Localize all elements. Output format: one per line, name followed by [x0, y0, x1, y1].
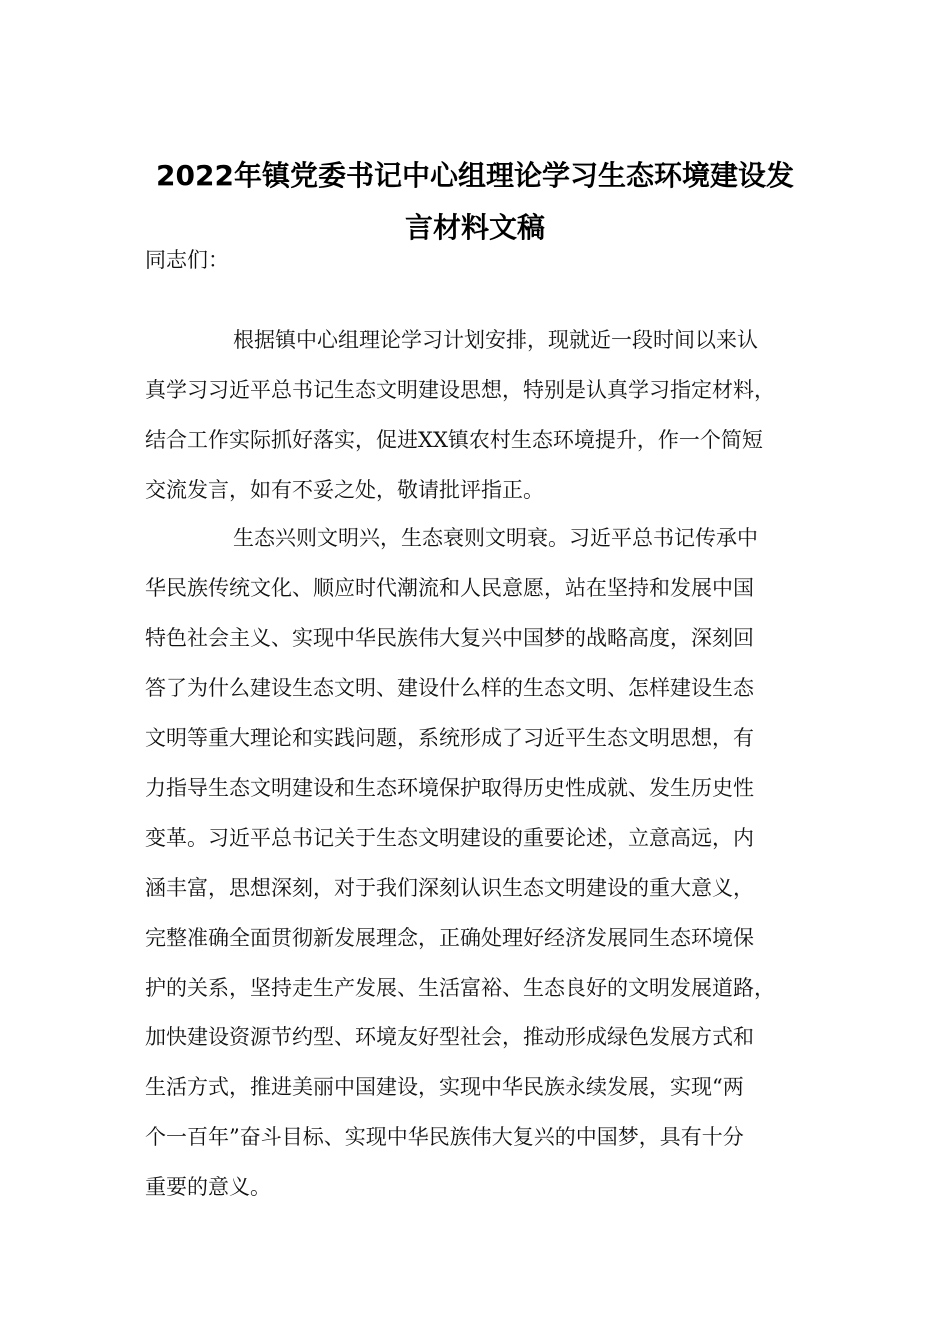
salutation: 同志们：: [145, 248, 229, 272]
paragraph-2-line: 个一百年”奋斗目标、实现中华民族伟大复兴的中国梦，具有十分: [145, 1125, 744, 1149]
paragraph-2-line: 护的关系，坚持走生产发展、生活富裕、生态良好的文明发展道路，: [145, 976, 775, 1000]
paragraph-2-line: 文明等重大理论和实践问题，系统形成了习近平生态文明思想，有: [145, 726, 754, 750]
paragraph-1-line: 交流发言，如有不妥之处，敬请批评指正。: [145, 478, 544, 502]
paragraph-1-line: 真学习习近平总书记生态文明建设思想，特别是认真学习指定材料，: [145, 378, 775, 402]
paragraph-2-line: 变革。习近平总书记关于生态文明建设的重要论述，立意高远，内: [145, 826, 754, 850]
document-title-line-1: 2022年镇党委书记中心组理论学习生态环境建设发: [156, 159, 794, 192]
paragraph-1-line: 根据镇中心组理论学习计划安排，现就近一段时间以来认: [233, 328, 758, 352]
paragraph-2-line: 华民族传统文化、顺应时代潮流和人民意愿，站在坚持和发展中国: [145, 576, 754, 600]
paragraph-1-line: 结合工作实际抓好落实，促进XX镇农村生态环境提升，作一个简短: [145, 428, 763, 452]
paragraph-2-line: 生活方式，推进美丽中国建设，实现中华民族永续发展，实现“两: [145, 1075, 744, 1099]
paragraph-2-line: 答了为什么建设生态文明、建设什么样的生态文明、怎样建设生态: [145, 676, 754, 700]
paragraph-2-line: 涵丰富，思想深刻，对于我们深刻认识生态文明建设的重大意义，: [145, 876, 754, 900]
paragraph-2-line: 力指导生态文明建设和生态环境保护取得历史性成就、发生历史性: [145, 776, 754, 800]
paragraph-2-line: 完整准确全面贯彻新发展理念，正确处理好经济发展同生态环境保: [145, 926, 754, 950]
paragraph-2-line: 加快建设资源节约型、环境友好型社会，推动形成绿色发展方式和: [145, 1025, 754, 1049]
paragraph-2-line: 生态兴则文明兴，生态衰则文明衰。习近平总书记传承中: [233, 526, 758, 550]
paragraph-2-line: 重要的意义。: [145, 1175, 271, 1199]
document-title-line-2: 言材料文稿: [404, 211, 545, 244]
paragraph-2-line: 特色社会主义、实现中华民族伟大复兴中国梦的战略高度，深刻回: [145, 626, 754, 650]
